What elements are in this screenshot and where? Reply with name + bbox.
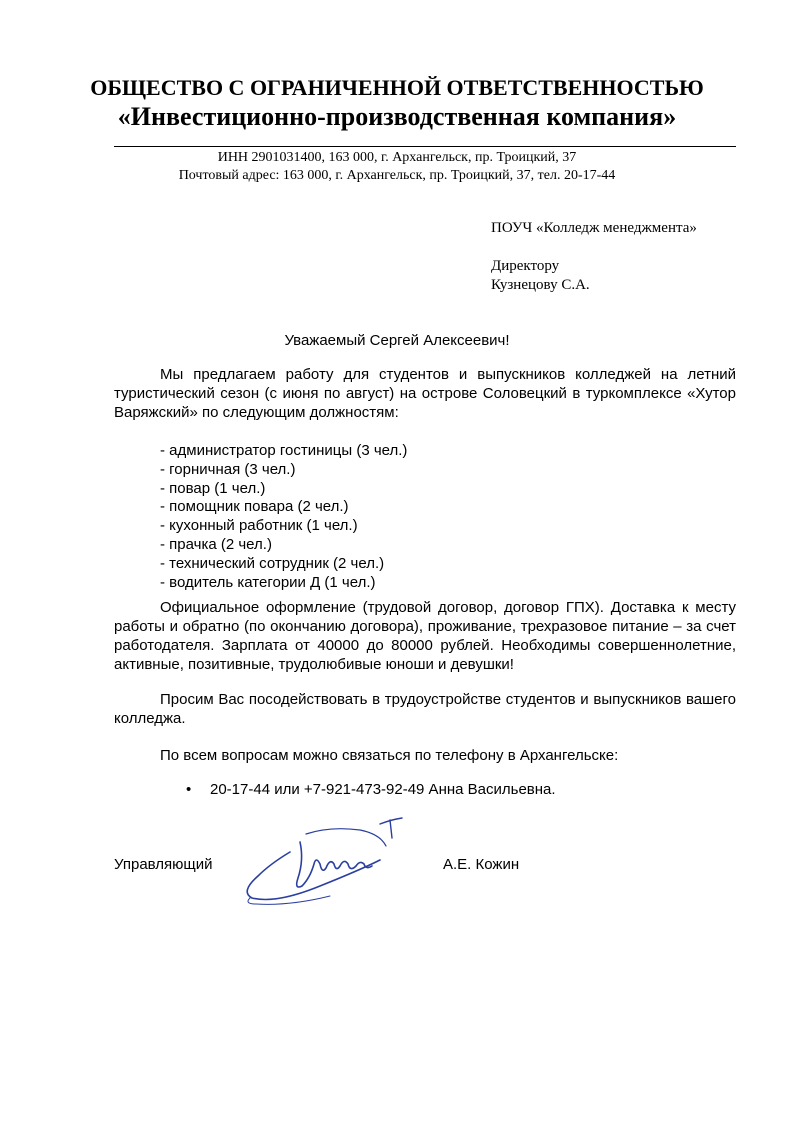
conditions-paragraph: Официальное оформление (трудовой договор, договор ГПХ). Доставка к месту работы и обратно (по окончанию договора), проживание, трехразовое питание – за счет работодателя. Зарплата от 40000 до 80000 рублей. Необходимы совершеннолетние, активные, позитивные, трудолюбивые юноши и девушки!	[114, 599, 736, 673]
signatory-role: Управляющий	[114, 856, 213, 873]
list-item: - кухонный работник (1 чел.)	[160, 517, 358, 535]
requisites-inn-line: ИНН 2901031400, 163 000, г. Архангельск, пр. Троицкий, 37	[217, 150, 577, 165]
list-item: - водитель категории Д (1 чел.)	[160, 573, 376, 591]
greeting: Уважаемый Сергей Алексеевич!	[284, 332, 510, 349]
list-item: - повар (1 чел.)	[160, 479, 266, 497]
contact-phone-text: 20-17-44 или +7-921-473-92-49 Анна Васильевна.	[210, 781, 556, 798]
positions-list	[160, 442, 407, 592]
list-item: - прачка (2 чел.)	[160, 535, 272, 553]
addressee-position: Директору	[491, 258, 560, 274]
contact-intro-paragraph: По всем вопросам можно связаться по телефону в Архангельске:	[160, 747, 619, 764]
list-item: - администратор гостиницы (3 чел.)	[160, 442, 408, 459]
letterhead-company-name: «Инвестиционно-производственная компания»	[117, 102, 677, 131]
addressee-name: Кузнецову С.А.	[491, 277, 590, 293]
bullet-icon: •	[186, 781, 192, 798]
addressee-org: ПОУЧ «Колледж менеджмента»	[491, 220, 697, 236]
letterhead-requisites	[0, 149, 794, 185]
request-paragraph: Просим Вас посодействовать в трудоустройстве студентов и выпускников вашего колледжа.	[114, 691, 736, 727]
contact-line	[186, 780, 556, 799]
intro-paragraph: Мы предлагаем работу для студентов и выпускников колледжей на летний туристический сезон (с июня по август) на острове Соловецкий в туркомплексе «Хутор Варяжский» по следующим должностям:	[114, 366, 736, 421]
letterhead-divider	[114, 146, 736, 147]
signatory-name: А.Е. Кожин	[443, 856, 520, 873]
list-item: - помощник повара (2 чел.)	[160, 498, 349, 516]
handwritten-signature	[230, 812, 440, 912]
list-item: - технический сотрудник (2 чел.)	[160, 554, 385, 572]
requisites-postal-line: Почтовый адрес: 163 000, г. Архангельск, пр. Троицкий, 37, тел. 20-17-44	[178, 168, 616, 183]
list-item: - горничная (3 чел.)	[160, 460, 296, 478]
letterhead-org-form: ОБЩЕСТВО С ОГРАНИЧЕННОЙ ОТВЕТСТВЕННОСТЬЮ	[90, 75, 704, 100]
